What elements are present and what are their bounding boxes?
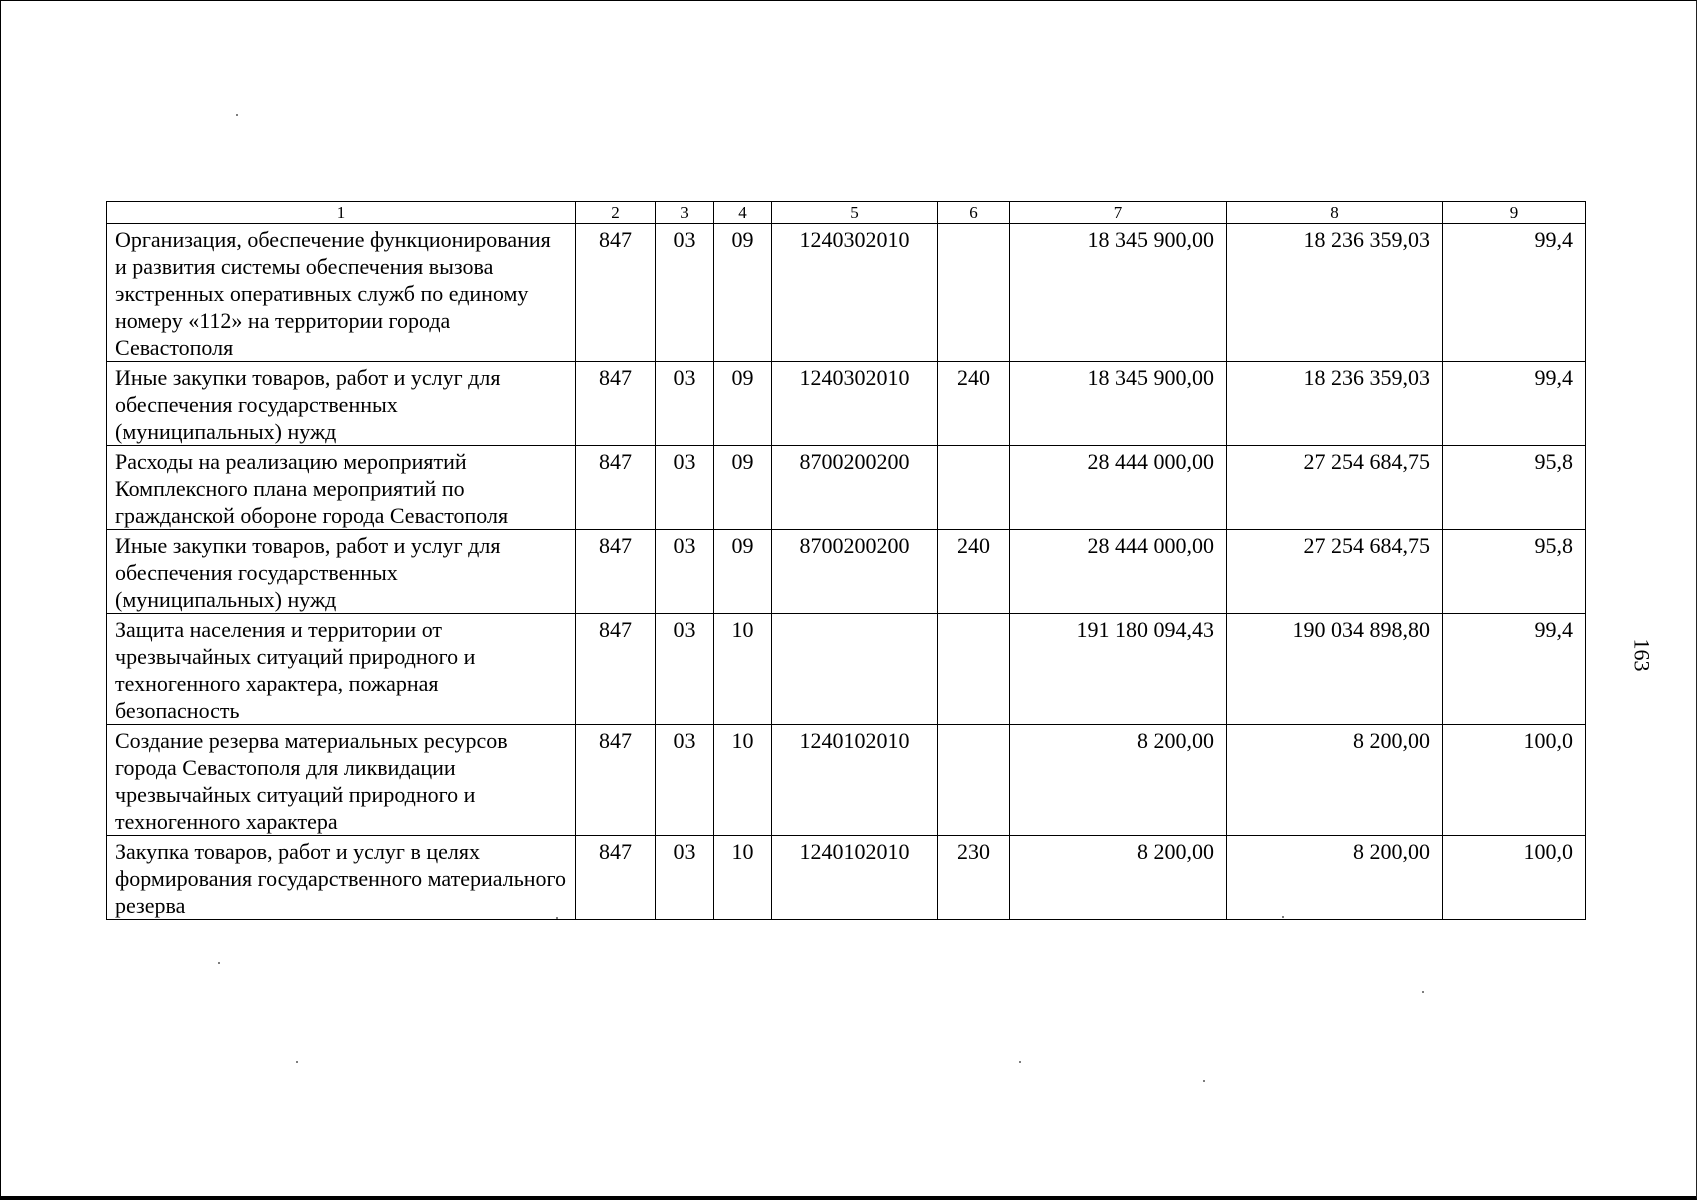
executed-amount-cell: 18 236 359,03: [1227, 362, 1443, 446]
ved-code-cell: 847: [576, 362, 656, 446]
scan-speck: [218, 962, 220, 964]
table-row: [107, 362, 1586, 446]
ved-code-cell: 847: [576, 725, 656, 836]
target-article-code-cell: 1240302010: [772, 362, 938, 446]
planned-amount-cell: 18 345 900,00: [1010, 362, 1227, 446]
table-row: [107, 836, 1586, 920]
column-header: 4: [714, 202, 772, 224]
table-row: [107, 446, 1586, 530]
subsection-code-cell: 09: [714, 224, 772, 362]
ved-code-cell: 847: [576, 836, 656, 920]
ved-code-cell: 847: [576, 614, 656, 725]
column-header: 2: [576, 202, 656, 224]
target-article-code-cell: 8700200200: [772, 530, 938, 614]
table-row: [107, 725, 1586, 836]
executed-amount-cell: 190 034 898,80: [1227, 614, 1443, 725]
scan-speck: [1019, 1061, 1021, 1063]
planned-amount-cell: 191 180 094,43: [1010, 614, 1227, 725]
ved-code-cell: 847: [576, 530, 656, 614]
section-code-cell: 03: [656, 725, 714, 836]
column-header: 6: [938, 202, 1010, 224]
executed-amount-cell: 8 200,00: [1227, 836, 1443, 920]
row-name-cell: Иные закупки товаров, работ и услуг для обеспечения государственных (муниципальных) нужд: [107, 530, 576, 614]
subsection-code-cell: 09: [714, 446, 772, 530]
section-code-cell: 03: [656, 224, 714, 362]
target-article-code-cell: 1240102010: [772, 725, 938, 836]
planned-amount-cell: 28 444 000,00: [1010, 530, 1227, 614]
planned-amount-cell: 8 200,00: [1010, 836, 1227, 920]
execution-percent-cell: 100,0: [1443, 725, 1586, 836]
column-header: 8: [1227, 202, 1443, 224]
ved-code-cell: 847: [576, 446, 656, 530]
subsection-code-cell: 10: [714, 725, 772, 836]
column-header: 9: [1443, 202, 1586, 224]
execution-percent-cell: 99,4: [1443, 224, 1586, 362]
target-article-code-cell: 8700200200: [772, 446, 938, 530]
expense-type-code-cell: 240: [938, 530, 1010, 614]
executed-amount-cell: 27 254 684,75: [1227, 446, 1443, 530]
scan-speck: [556, 917, 558, 919]
subsection-code-cell: 09: [714, 530, 772, 614]
subsection-code-cell: 10: [714, 614, 772, 725]
subsection-code-cell: 09: [714, 362, 772, 446]
column-header: 7: [1010, 202, 1227, 224]
table-row: [107, 530, 1586, 614]
target-article-code-cell: [772, 614, 938, 725]
execution-percent-cell: 95,8: [1443, 530, 1586, 614]
scan-speck: [236, 114, 238, 116]
planned-amount-cell: 18 345 900,00: [1010, 224, 1227, 362]
row-name-cell: Защита населения и территории от чрезвычайных ситуаций природного и техногенного характера, пожарная безопасность: [107, 614, 576, 725]
scan-speck: [1282, 916, 1284, 918]
row-name-cell: Организация, обеспечение функционирования и развития системы обеспечения вызова экстренных оперативных служб по единому номеру «112» на территории города Севастополя: [107, 224, 576, 362]
execution-percent-cell: 99,4: [1443, 362, 1586, 446]
row-name-cell: Иные закупки товаров, работ и услуг для обеспечения государственных (муниципальных) нужд: [107, 362, 576, 446]
expense-type-code-cell: [938, 614, 1010, 725]
target-article-code-cell: 1240102010: [772, 836, 938, 920]
scan-speck: [1203, 1080, 1205, 1082]
budget-execution-table: [106, 201, 1586, 920]
execution-percent-cell: 95,8: [1443, 446, 1586, 530]
row-name-cell: Расходы на реализацию мероприятий Комплексного плана мероприятий по гражданской обороне города Севастополя: [107, 446, 576, 530]
planned-amount-cell: 28 444 000,00: [1010, 446, 1227, 530]
subsection-code-cell: 10: [714, 836, 772, 920]
target-article-code-cell: 1240302010: [772, 224, 938, 362]
column-number-header-row: [107, 202, 1586, 224]
table-row: [107, 614, 1586, 725]
column-header: 1: [107, 202, 576, 224]
execution-percent-cell: 99,4: [1443, 614, 1586, 725]
executed-amount-cell: 27 254 684,75: [1227, 530, 1443, 614]
scan-speck: [1422, 991, 1424, 993]
section-code-cell: 03: [656, 362, 714, 446]
scan-speck: [296, 1061, 298, 1063]
execution-percent-cell: 100,0: [1443, 836, 1586, 920]
executed-amount-cell: 18 236 359,03: [1227, 224, 1443, 362]
section-code-cell: 03: [656, 614, 714, 725]
section-code-cell: 03: [656, 836, 714, 920]
expense-type-code-cell: [938, 446, 1010, 530]
section-code-cell: 03: [656, 446, 714, 530]
expense-type-code-cell: [938, 725, 1010, 836]
expense-type-code-cell: 240: [938, 362, 1010, 446]
row-name-cell: Создание резерва материальных ресурсов города Севастополя для ликвидации чрезвычайных ситуаций природного и техногенного характера: [107, 725, 576, 836]
expense-type-code-cell: [938, 224, 1010, 362]
column-header: 5: [772, 202, 938, 224]
section-code-cell: 03: [656, 530, 714, 614]
page-number: 163: [1629, 638, 1655, 672]
executed-amount-cell: 8 200,00: [1227, 725, 1443, 836]
ved-code-cell: 847: [576, 224, 656, 362]
table-row: [107, 224, 1586, 362]
planned-amount-cell: 8 200,00: [1010, 725, 1227, 836]
column-header: 3: [656, 202, 714, 224]
row-name-cell: Закупка товаров, работ и услуг в целях формирования государственного материального резерва: [107, 836, 576, 920]
expense-type-code-cell: 230: [938, 836, 1010, 920]
